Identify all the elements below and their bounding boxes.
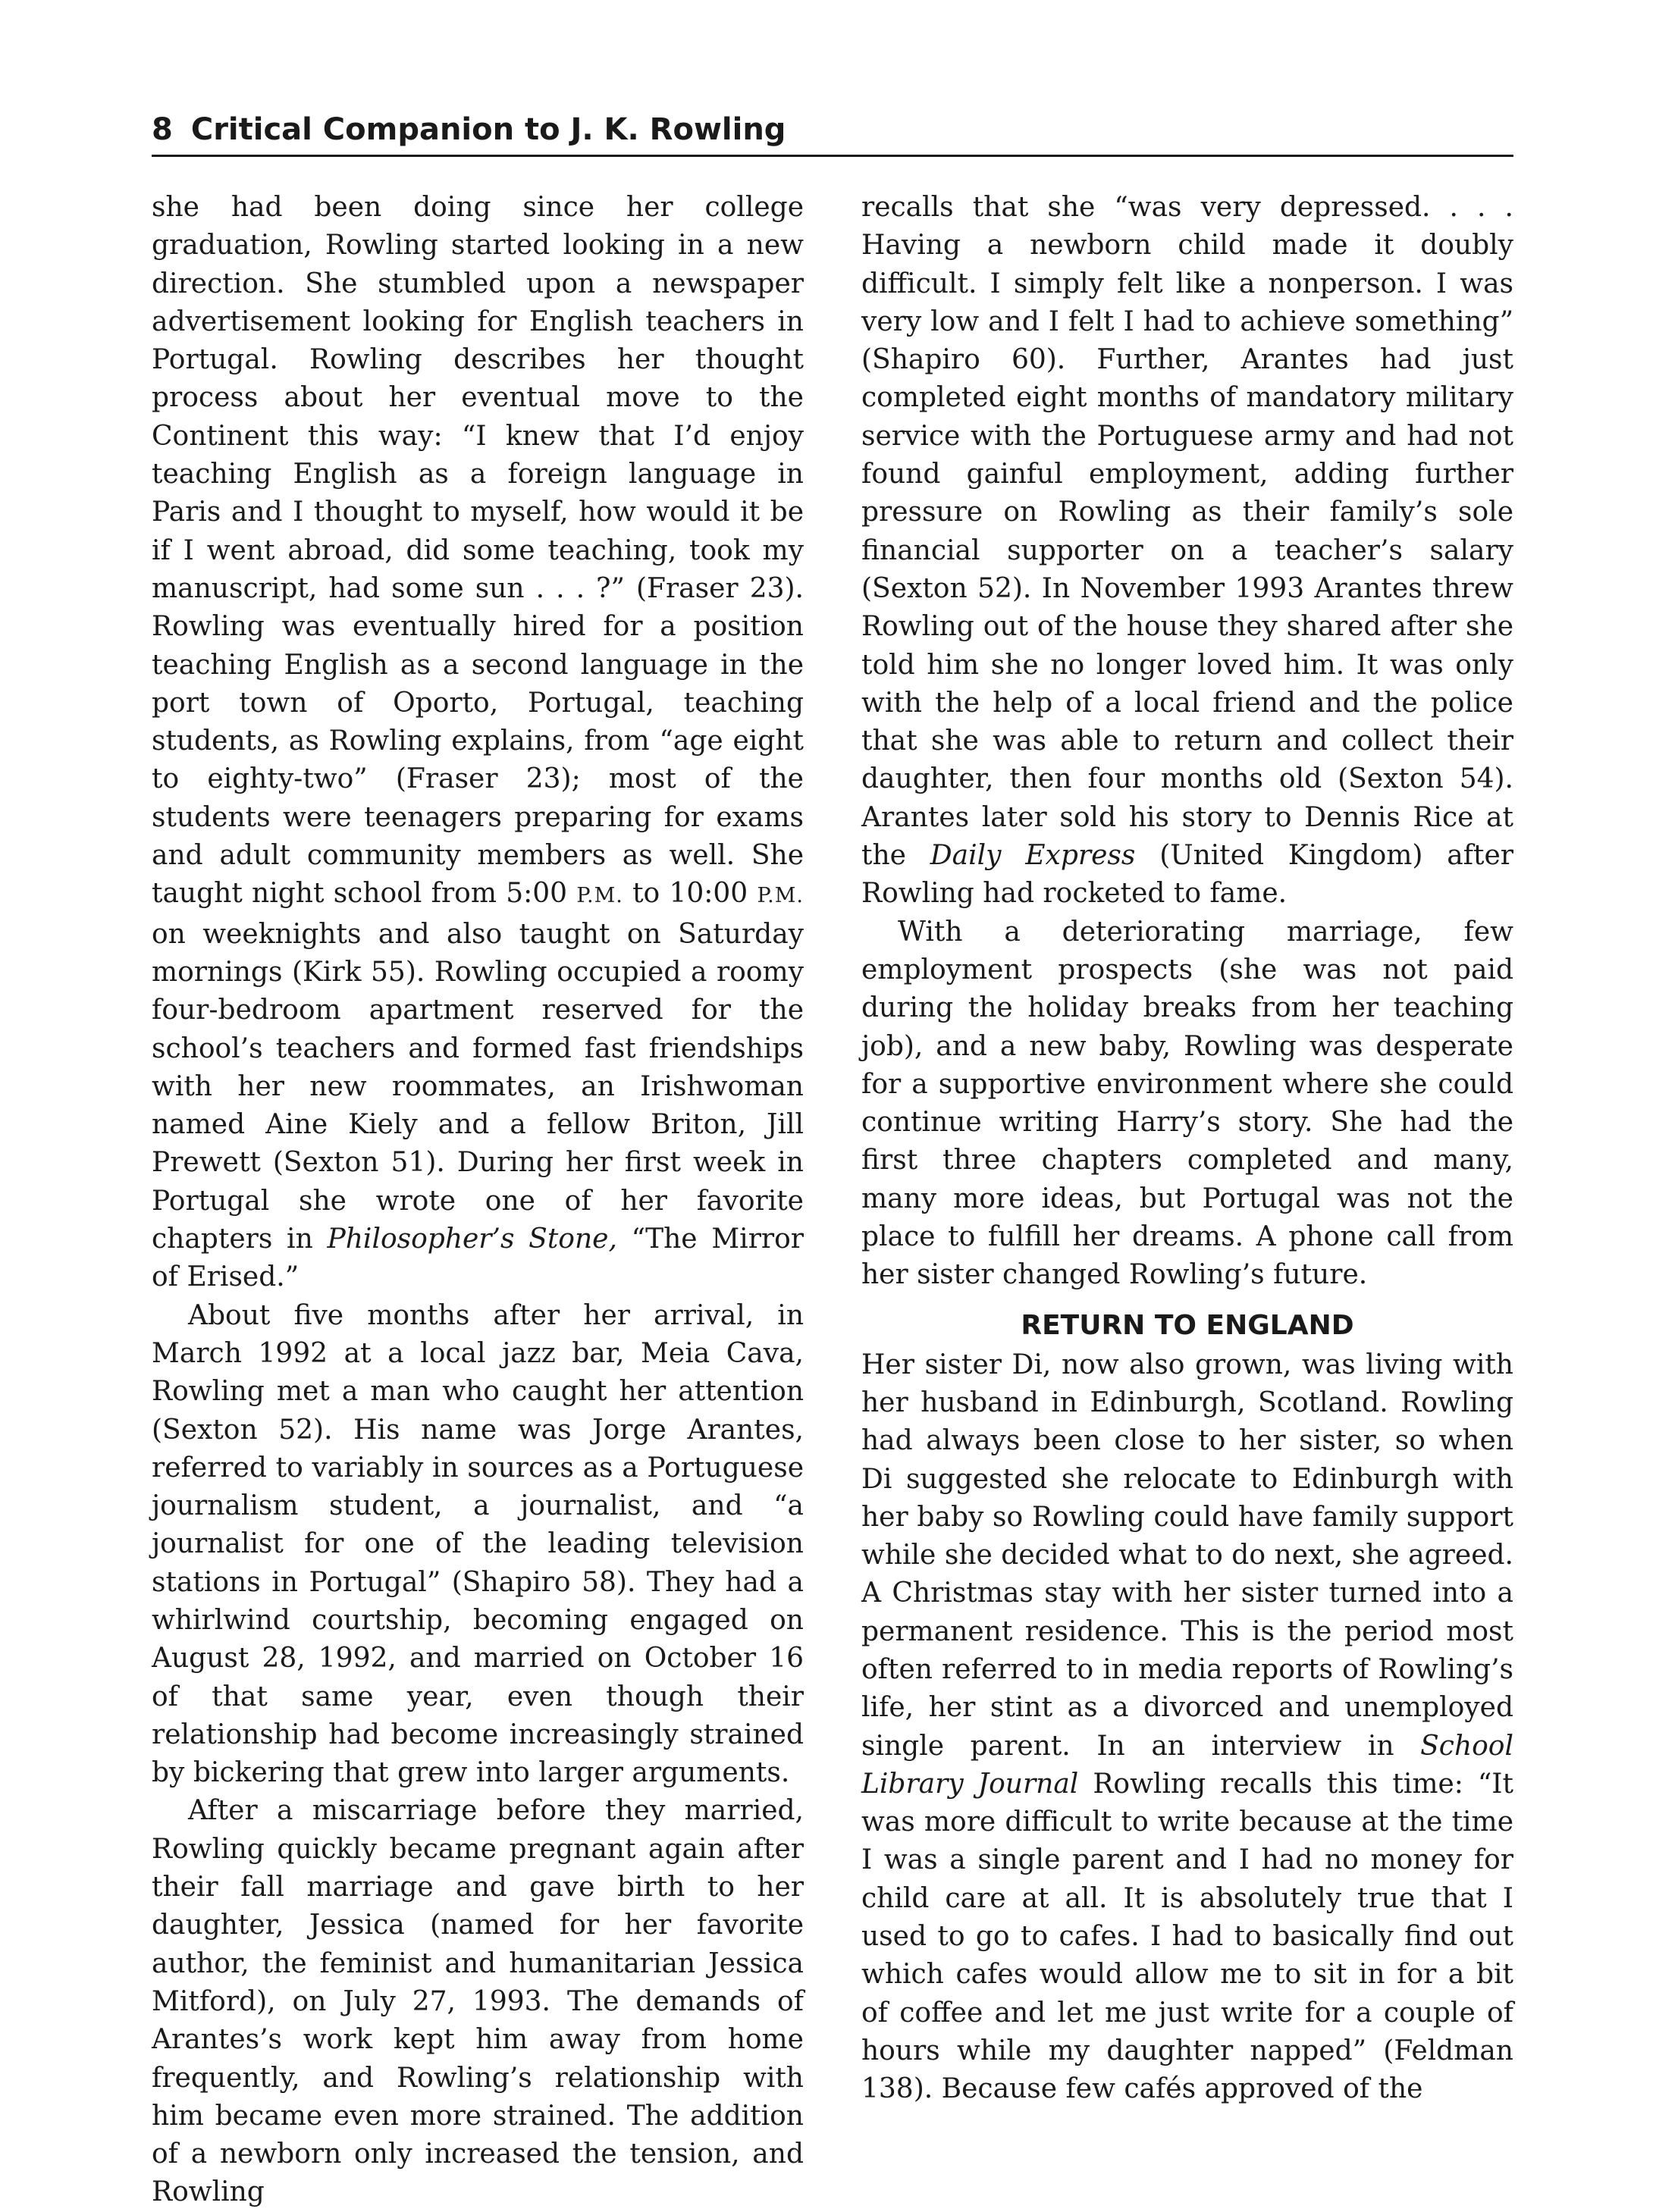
paragraph: After a miscarriage before they married, Rowling quickly became pregnant again after their fall marriage and gave birth to her daughter, Jessica (named for her favorite author, the feminist and humanitarian Jessica Mitford), on July 27, 1993. The demands of Arantes’s work kept him away from home frequently, and Rowling’s relationship with him became even more strained. The addition of a newborn only increased the tension, and Rowling (152, 1795, 804, 2208)
publication-title: Daily Express (930, 840, 1136, 872)
paragraph-text: Her sister Di, now also grown, was living with her husband in Edinburgh, Scotland. Rowling had always been close to her sister, so when Di suggested she relocate to Edinburgh with her baby so Rowling could have family support while she decided what to do next, she agreed. A Christmas stay with her sister turned into a permanent residence. This is the period most often referred to in media reports of Rowling’s life, her stint as a divorced and unemployed single parent. In an interview in (861, 1349, 1513, 1762)
running-title: Critical Companion to J. K. Rowling (190, 112, 786, 147)
time-marker: P.M. (576, 884, 623, 908)
page-number: 8 (152, 112, 173, 147)
paragraph-text: Rowling recalls this time: “It was more difficult to write because at the time I was a single parent and I had no money for child care at all. It is absolutely true that I used to go to cafes. I had to basically find out which cafes would allow me to sit in for a bit of coffee and let me just write for a couple of hours while my daughter napped” (Feldman 138). Because few cafés approved of the (861, 1768, 1513, 2105)
paragraph (861, 1346, 1513, 2109)
book-title: Philosopher’s Stone, (327, 1223, 617, 1255)
paragraph: With a deteriorating marriage, few employment prospects (she was not paid during the holiday breaks from her teaching job), and a new baby, Rowling was desperate for a supportive environment where she could continue writing Harry’s story. She had the first three chapters completed and many, many more ideas, but Portugal was not the place to fulfill her dreams. A phone call from her sister changed Rowling’s future. (861, 916, 1513, 1291)
paragraph-text: on weeknights and also taught on Saturday mornings (Kirk 55). Rowling occupied a roomy four-bedroom apartment reserved for the school’s teachers and formed fast friendships with her new roommates, an Irishwoman named Aine Kiely and a fellow Briton, Jill Prewett (Sexton 51). During her first week in Portugal she wrote one of her favorite chapters in (152, 918, 804, 1255)
header-rule (152, 155, 1513, 157)
paragraph-text: she had been doing since her college graduation, Rowling started looking in a new direction. She stumbled upon a newspaper advertisement looking for English teachers in Portugal. Rowling describes her thought process about her eventual move to the Continent this way: “I knew that I’d enjoy teaching English as a foreign language in Paris and I thought to myself, how would it be if I went abroad, did some teaching, took my manuscript, had some sun . . . ?” (Fraser 23). Rowling was eventually hired for a position teaching English as a second language in the port town of Oporto, Portugal, teaching students, as Rowling explains, from “age eight to eighty-two” (Fraser 23); most of the students were teenagers preparing for exams and adult community members as well. She taught night school from 5:00 (152, 192, 804, 910)
paragraph-text: recalls that she “was very depressed. . . . Having a newborn child made it doubly difficult. I simply felt like a nonperson. I was very low and I felt I had to achieve something” (Shapiro 60). Further, Arantes had just completed eight months of mandatory military service with the Portuguese army and had not found gainful employment, adding further pressure on Rowling as their family’s sole financial supporter on a teacher’s salary (Sexton 52). In November 1993 Arantes threw Rowling out of the house they shared after she told him she no longer loved him. It was only with the help of a local friend and the police that she was able to return and collect their daughter, then four months old (Sexton 54). Arantes later sold his story to Dennis Rice at the (861, 192, 1513, 872)
running-header (152, 111, 1513, 149)
paragraph: About five months after her arrival, in March 1992 at a local jazz bar, Meia Cava, Rowling met a man who caught her attention (Sexton 52). His name was Jorge Arantes, referred to variably in sources as a Portuguese journalism student, a journalist, and “a journalist for one of the leading television stations in Portugal” (Shapiro 58). They had a whirlwind courtship, becoming engaged on August 28, 1992, and married on October 16 of that same year, even though their relationship had become increasingly strained by bickering that grew into larger arguments. (152, 1299, 804, 1789)
paragraph-text: to 10:00 (632, 878, 748, 910)
paragraph (861, 189, 1513, 913)
right-column (861, 189, 1513, 2109)
publication-title: School Library Journal (861, 1730, 1513, 1800)
left-column (152, 189, 804, 2212)
paragraph (152, 189, 804, 1297)
section-heading: RETURN TO ENGLAND (1021, 1309, 1354, 1341)
paragraph-text: (United Kingdom) after Rowling had rocketed to fame. (861, 840, 1513, 910)
paragraph-text: “The Mirror of Erised.” (152, 1223, 804, 1293)
time-marker: P.M. (757, 884, 804, 908)
